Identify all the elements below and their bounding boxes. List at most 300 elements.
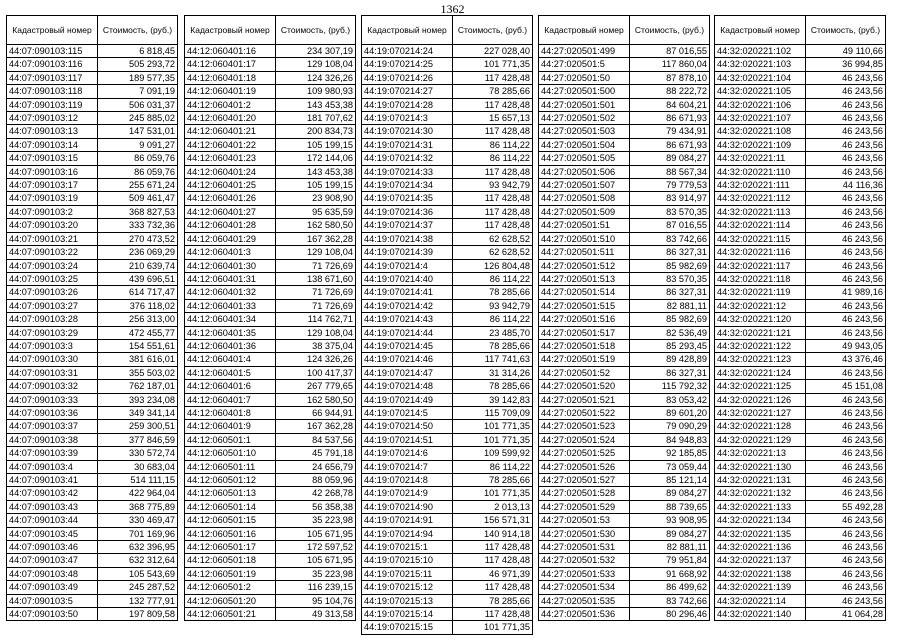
table-row <box>715 286 886 299</box>
table-row <box>539 500 710 513</box>
cadastral-number-cell: 44:19:070214:39 <box>362 246 453 259</box>
table-row <box>715 433 886 446</box>
cost-cell: 117 428,48 <box>453 581 533 594</box>
cost-cell: 227 028,40 <box>453 45 533 58</box>
cost-cell: 88 567,34 <box>630 165 710 178</box>
cadastral-number-cell: 44:07:090103:28 <box>7 313 98 326</box>
cost-cell: 95 635,59 <box>276 205 356 218</box>
table-row <box>715 98 886 111</box>
table-row <box>362 393 533 406</box>
table-row <box>539 313 710 326</box>
cadastral-number-cell: 44:07:090103:20 <box>7 219 98 232</box>
table-row <box>185 45 356 58</box>
table-row <box>185 527 356 540</box>
cadastral-number-cell: 44:27:020501:503 <box>539 125 630 138</box>
cost-cell: 189 577,35 <box>98 71 178 84</box>
table-row <box>539 219 710 232</box>
header-number: Кадастровый номер <box>362 16 453 45</box>
cadastral-number-cell: 44:12:060501:16 <box>185 527 276 540</box>
cost-cell: 162 580,50 <box>276 393 356 406</box>
cost-cell: 162 580,50 <box>276 219 356 232</box>
cadastral-number-cell: 44:12:060501:18 <box>185 554 276 567</box>
table-row <box>715 460 886 473</box>
cadastral-number-cell: 44:07:090103:48 <box>7 567 98 580</box>
cadastral-number-cell: 44:27:020501:535 <box>539 594 630 607</box>
cadastral-number-cell: 44:12:060401:26 <box>185 192 276 205</box>
table-row <box>715 71 886 84</box>
cadastral-number-cell: 44:07:090103:31 <box>7 366 98 379</box>
cadastral-number-cell: 44:07:090103:16 <box>7 165 98 178</box>
table-row <box>362 353 533 366</box>
header-row <box>185 16 356 45</box>
table-row <box>7 447 178 460</box>
table-row <box>7 219 178 232</box>
cadastral-number-cell: 44:12:060401:34 <box>185 313 276 326</box>
table-block-2 <box>184 15 355 621</box>
cost-cell: 7 091,19 <box>98 85 178 98</box>
cadastral-number-cell: 44:07:090103:44 <box>7 514 98 527</box>
cost-cell: 87 016,55 <box>630 219 710 232</box>
table-row <box>7 313 178 326</box>
table-row <box>185 152 356 165</box>
header-cost: Стоимость, (руб.) <box>630 16 710 45</box>
cost-cell: 46 243,56 <box>806 393 886 406</box>
table-row <box>185 219 356 232</box>
table-row <box>362 152 533 165</box>
cost-cell: 117 428,48 <box>453 165 533 178</box>
cadastral-number-cell: 44:07:090103:38 <box>7 433 98 446</box>
cadastral-number-cell: 44:07:090103:49 <box>7 581 98 594</box>
cost-cell: 56 358,38 <box>276 500 356 513</box>
cadastral-number-cell: 44:07:090103:45 <box>7 527 98 540</box>
cadastral-number-cell: 44:19:070214:6 <box>362 447 453 460</box>
table-row <box>7 45 178 58</box>
cadastral-number-cell: 44:32:020221:106 <box>715 98 806 111</box>
table-row <box>362 594 533 607</box>
table-row <box>185 339 356 352</box>
cadastral-number-cell: 44:19:070215:11 <box>362 567 453 580</box>
cadastral-number-cell: 44:32:020221:107 <box>715 112 806 125</box>
cost-cell: 62 628,52 <box>453 246 533 259</box>
cadastral-number-cell: 44:27:020501:512 <box>539 259 630 272</box>
table-row <box>185 313 356 326</box>
table-row <box>362 326 533 339</box>
table-row <box>539 433 710 446</box>
cadastral-number-cell: 44:12:060401:21 <box>185 125 276 138</box>
table-row <box>362 433 533 446</box>
cadastral-number-cell: 44:12:060401:24 <box>185 165 276 178</box>
table-row <box>715 541 886 554</box>
cadastral-number-cell: 44:12:060401:16 <box>185 45 276 58</box>
cadastral-number-cell: 44:27:020501:513 <box>539 272 630 285</box>
cost-cell: 381 616,01 <box>98 353 178 366</box>
cadastral-number-cell: 44:19:070214:26 <box>362 71 453 84</box>
table-row <box>7 487 178 500</box>
table-row <box>715 339 886 352</box>
table-row <box>7 567 178 580</box>
table-row <box>539 326 710 339</box>
cadastral-number-cell: 44:19:070214:40 <box>362 272 453 285</box>
cadastral-number-cell: 44:27:020501:514 <box>539 286 630 299</box>
cost-cell: 117 428,48 <box>453 541 533 554</box>
cost-cell: 46 243,56 <box>806 219 886 232</box>
cadastral-number-cell: 44:27:020501:501 <box>539 98 630 111</box>
cadastral-number-cell: 44:19:070214:9 <box>362 487 453 500</box>
cost-cell: 39 142,83 <box>453 393 533 406</box>
table-row <box>539 299 710 312</box>
cost-cell: 156 571,31 <box>453 514 533 527</box>
table-row <box>539 527 710 540</box>
cost-cell: 256 313,00 <box>98 313 178 326</box>
cadastral-number-cell: 44:19:070214:48 <box>362 380 453 393</box>
table-row <box>715 138 886 151</box>
cadastral-number-cell: 44:27:020501:515 <box>539 299 630 312</box>
cost-cell: 86 059,76 <box>98 165 178 178</box>
header-number: Кадастровый номер <box>7 16 98 45</box>
cost-cell: 89 084,27 <box>630 152 710 165</box>
cost-cell: 23 485,70 <box>453 326 533 339</box>
cadastral-number-cell: 44:27:020501:533 <box>539 567 630 580</box>
cost-cell: 509 461,47 <box>98 192 178 205</box>
cost-cell: 114 762,71 <box>276 313 356 326</box>
cost-cell: 46 243,56 <box>806 192 886 205</box>
cost-cell: 87 878,10 <box>630 71 710 84</box>
table-row <box>7 299 178 312</box>
cost-cell: 86 499,62 <box>630 581 710 594</box>
table-row <box>7 326 178 339</box>
header-cost: Стоимость, (руб.) <box>98 16 178 45</box>
header-number: Кадастровый номер <box>715 16 806 45</box>
table-row <box>539 232 710 245</box>
cadastral-number-cell: 44:19:070214:45 <box>362 339 453 352</box>
cost-cell: 88 059,96 <box>276 474 356 487</box>
table-row <box>185 541 356 554</box>
table-block-5 <box>714 15 885 621</box>
cost-cell: 154 551,61 <box>98 339 178 352</box>
cadastral-number-cell: 44:12:060501:20 <box>185 594 276 607</box>
cadastral-number-cell: 44:12:060401:25 <box>185 179 276 192</box>
cost-cell: 2 013,13 <box>453 500 533 513</box>
cadastral-number-cell: 44:07:090103:15 <box>7 152 98 165</box>
cadastral-number-cell: 44:27:020501:520 <box>539 380 630 393</box>
cadastral-number-cell: 44:07:090103:117 <box>7 71 98 84</box>
table-row <box>185 272 356 285</box>
cost-cell: 132 777,91 <box>98 594 178 607</box>
cadastral-number-cell: 44:07:090103:14 <box>7 138 98 151</box>
table-row <box>539 487 710 500</box>
table-row <box>362 621 533 634</box>
table-row <box>539 366 710 379</box>
cadastral-number-cell: 44:19:070214:47 <box>362 366 453 379</box>
cadastral-number-cell: 44:32:020221:117 <box>715 259 806 272</box>
table-row <box>539 514 710 527</box>
cadastral-number-cell: 44:32:020221:136 <box>715 541 806 554</box>
cadastral-number-cell: 44:19:070214:37 <box>362 219 453 232</box>
cadastral-number-cell: 44:19:070214:7 <box>362 460 453 473</box>
table-row <box>185 447 356 460</box>
cost-cell: 124 326,26 <box>276 71 356 84</box>
cost-cell: 46 243,56 <box>806 71 886 84</box>
cost-cell: 255 671,24 <box>98 179 178 192</box>
table-row <box>362 85 533 98</box>
table-row <box>362 581 533 594</box>
table-row <box>7 581 178 594</box>
cost-cell: 355 503,02 <box>98 366 178 379</box>
cost-cell: 79 951,84 <box>630 554 710 567</box>
cost-cell: 24 656,79 <box>276 460 356 473</box>
table-row <box>362 165 533 178</box>
cadastral-number-cell: 44:32:020221:123 <box>715 353 806 366</box>
table-row <box>7 460 178 473</box>
cost-cell: 46 243,56 <box>806 366 886 379</box>
table-row <box>7 232 178 245</box>
cost-cell: 86 059,76 <box>98 152 178 165</box>
table-row <box>185 246 356 259</box>
cost-cell: 46 243,56 <box>806 326 886 339</box>
cadastral-number-cell: 44:19:070214:42 <box>362 299 453 312</box>
cadastral-number-cell: 44:12:060401:7 <box>185 393 276 406</box>
cost-cell: 632 396,95 <box>98 541 178 554</box>
cadastral-number-cell: 44:07:090103:47 <box>7 554 98 567</box>
cadastral-number-cell: 44:07:090103:36 <box>7 406 98 419</box>
cost-cell: 42 268,78 <box>276 487 356 500</box>
cadastral-number-cell: 44:07:090103:32 <box>7 380 98 393</box>
table-row <box>7 112 178 125</box>
cost-cell: 101 771,35 <box>453 487 533 500</box>
cost-cell: 41 064,28 <box>806 608 886 621</box>
cadastral-number-cell: 44:19:070214:94 <box>362 527 453 540</box>
cost-cell: 349 341,14 <box>98 406 178 419</box>
table-row <box>362 447 533 460</box>
table-row <box>185 581 356 594</box>
table-row <box>7 514 178 527</box>
cost-cell: 79 779,53 <box>630 179 710 192</box>
cadastral-number-cell: 44:07:090103:118 <box>7 85 98 98</box>
cost-cell: 84 604,21 <box>630 98 710 111</box>
cadastral-number-cell: 44:19:070214:50 <box>362 420 453 433</box>
table-row <box>715 353 886 366</box>
cadastral-number-cell: 44:12:060501:21 <box>185 608 276 621</box>
table-row <box>185 433 356 446</box>
table-row <box>539 594 710 607</box>
table-row <box>715 581 886 594</box>
cost-cell: 368 827,53 <box>98 205 178 218</box>
cost-cell: 35 223,98 <box>276 567 356 580</box>
cadastral-number-cell: 44:12:060401:36 <box>185 339 276 352</box>
cadastral-number-cell: 44:07:090103:43 <box>7 500 98 513</box>
table-row <box>362 460 533 473</box>
cost-cell: 129 108,04 <box>276 58 356 71</box>
cost-cell: 245 287,52 <box>98 581 178 594</box>
cost-cell: 117 741,63 <box>453 353 533 366</box>
table-row <box>362 71 533 84</box>
cost-cell: 762 187,01 <box>98 380 178 393</box>
cadastral-number-cell: 44:12:060501:13 <box>185 487 276 500</box>
cost-cell: 85 293,45 <box>630 339 710 352</box>
table-row <box>185 299 356 312</box>
table-row <box>715 246 886 259</box>
cost-cell: 101 771,35 <box>453 58 533 71</box>
table-row <box>539 192 710 205</box>
cost-cell: 85 121,14 <box>630 474 710 487</box>
header-cost: Стоимость, (руб.) <box>453 16 533 45</box>
table-row <box>362 192 533 205</box>
cost-cell: 377 846,59 <box>98 433 178 446</box>
cost-cell: 109 599,92 <box>453 447 533 460</box>
table-row <box>715 326 886 339</box>
cost-cell: 85 982,69 <box>630 259 710 272</box>
cost-cell: 46 243,56 <box>806 272 886 285</box>
cost-cell: 117 428,48 <box>453 554 533 567</box>
cost-cell: 93 908,95 <box>630 514 710 527</box>
table-row <box>7 286 178 299</box>
table-row <box>362 487 533 500</box>
cadastral-number-cell: 44:19:070214:36 <box>362 205 453 218</box>
cost-cell: 105 671,95 <box>276 527 356 540</box>
cadastral-number-cell: 44:07:090103:50 <box>7 608 98 621</box>
table-row <box>7 380 178 393</box>
table-row <box>7 406 178 419</box>
cost-cell: 143 453,38 <box>276 165 356 178</box>
header-cost: Стоимость, (руб.) <box>276 16 356 45</box>
cadastral-number-cell: 44:32:020221:115 <box>715 232 806 245</box>
cadastral-number-cell: 44:19:070214:41 <box>362 286 453 299</box>
table-row <box>185 514 356 527</box>
cost-cell: 46 243,56 <box>806 527 886 540</box>
cadastral-number-cell: 44:19:070214:44 <box>362 326 453 339</box>
cadastral-number-cell: 44:12:060501:12 <box>185 474 276 487</box>
cadastral-number-cell: 44:12:060501:2 <box>185 581 276 594</box>
cost-cell: 83 914,97 <box>630 192 710 205</box>
table-row <box>539 541 710 554</box>
cadastral-number-cell: 44:32:020221:137 <box>715 554 806 567</box>
cadastral-number-cell: 44:12:060401:8 <box>185 406 276 419</box>
cadastral-number-cell: 44:27:020501:522 <box>539 406 630 419</box>
table-row <box>185 420 356 433</box>
cost-cell: 89 084,27 <box>630 527 710 540</box>
cost-cell: 101 771,35 <box>453 420 533 433</box>
cadastral-number-cell: 44:32:020221:103 <box>715 58 806 71</box>
cost-cell: 270 473,52 <box>98 232 178 245</box>
table-row <box>362 138 533 151</box>
cost-cell: 82 881,11 <box>630 299 710 312</box>
cadastral-number-cell: 44:32:020221:118 <box>715 272 806 285</box>
cadastral-number-cell: 44:27:020501:506 <box>539 165 630 178</box>
cost-cell: 80 296,46 <box>630 608 710 621</box>
cost-cell: 259 300,51 <box>98 420 178 433</box>
cadastral-number-cell: 44:19:070214:5 <box>362 406 453 419</box>
cadastral-number-cell: 44:32:020221:102 <box>715 45 806 58</box>
cadastral-number-cell: 44:27:020501:521 <box>539 393 630 406</box>
cadastral-number-cell: 44:32:020221:121 <box>715 326 806 339</box>
cost-cell: 117 428,48 <box>453 98 533 111</box>
table-row <box>715 420 886 433</box>
cost-cell: 197 809,58 <box>98 608 178 621</box>
cadastral-number-cell: 44:32:020221:134 <box>715 514 806 527</box>
cadastral-number-cell: 44:12:060501:19 <box>185 567 276 580</box>
cost-cell: 49 943,05 <box>806 339 886 352</box>
table-row <box>362 286 533 299</box>
cost-cell: 66 944,91 <box>276 406 356 419</box>
table-row <box>539 205 710 218</box>
cost-cell: 267 779,65 <box>276 380 356 393</box>
cadastral-number-cell: 44:07:090103:29 <box>7 326 98 339</box>
table-row <box>362 179 533 192</box>
cadastral-number-cell: 44:27:020501:504 <box>539 138 630 151</box>
cadastral-number-cell: 44:19:070214:4 <box>362 259 453 272</box>
cost-cell: 117 860,04 <box>630 58 710 71</box>
cost-cell: 46 243,56 <box>806 165 886 178</box>
header-row <box>362 16 533 45</box>
table-row <box>715 500 886 513</box>
cadastral-number-cell: 44:12:060401:27 <box>185 205 276 218</box>
cadastral-number-cell: 44:32:020221:110 <box>715 165 806 178</box>
table-row <box>7 58 178 71</box>
cadastral-number-cell: 44:32:020221:111 <box>715 179 806 192</box>
cadastral-number-cell: 44:07:090103:19 <box>7 192 98 205</box>
table-row <box>185 71 356 84</box>
table-row <box>539 554 710 567</box>
cost-cell: 46 243,56 <box>806 541 886 554</box>
header-row <box>715 16 886 45</box>
table-row <box>7 85 178 98</box>
table-row <box>362 527 533 540</box>
cost-cell: 46 243,56 <box>806 85 886 98</box>
table-row <box>185 366 356 379</box>
cadastral-number-cell: 44:07:090103:41 <box>7 474 98 487</box>
cost-cell: 46 243,56 <box>806 299 886 312</box>
cadastral-number-cell: 44:19:070214:31 <box>362 138 453 151</box>
cost-cell: 41 989,16 <box>806 286 886 299</box>
cadastral-number-cell: 44:12:060401:35 <box>185 326 276 339</box>
table-row <box>362 366 533 379</box>
cadastral-number-cell: 44:32:020221:112 <box>715 192 806 205</box>
cadastral-number-cell: 44:12:060401:20 <box>185 112 276 125</box>
cost-cell: 614 717,47 <box>98 286 178 299</box>
cadastral-number-cell: 44:32:020221:132 <box>715 487 806 500</box>
table-row <box>362 112 533 125</box>
cadastral-table <box>538 15 710 621</box>
cost-cell: 31 314,26 <box>453 366 533 379</box>
cost-cell: 506 031,37 <box>98 98 178 111</box>
cost-cell: 140 914,18 <box>453 527 533 540</box>
cost-cell: 330 469,47 <box>98 514 178 527</box>
cadastral-number-cell: 44:07:090103:37 <box>7 420 98 433</box>
table-row <box>715 474 886 487</box>
table-row <box>185 138 356 151</box>
table-row <box>539 393 710 406</box>
table-row <box>7 433 178 446</box>
table-row <box>7 192 178 205</box>
table-row <box>362 232 533 245</box>
cost-cell: 109 980,93 <box>276 85 356 98</box>
table-row <box>185 232 356 245</box>
cost-cell: 35 223,98 <box>276 514 356 527</box>
table-row <box>7 554 178 567</box>
cadastral-number-cell: 44:27:020501:531 <box>539 541 630 554</box>
cost-cell: 46 243,56 <box>806 138 886 151</box>
table-row <box>715 406 886 419</box>
table-row <box>185 205 356 218</box>
header-row <box>539 16 710 45</box>
table-row <box>715 152 886 165</box>
cadastral-number-cell: 44:19:070214:3 <box>362 112 453 125</box>
table-row <box>185 259 356 272</box>
cadastral-number-cell: 44:27:020501:525 <box>539 447 630 460</box>
table-row <box>362 339 533 352</box>
cost-cell: 89 428,89 <box>630 353 710 366</box>
cadastral-number-cell: 44:19:070214:46 <box>362 353 453 366</box>
